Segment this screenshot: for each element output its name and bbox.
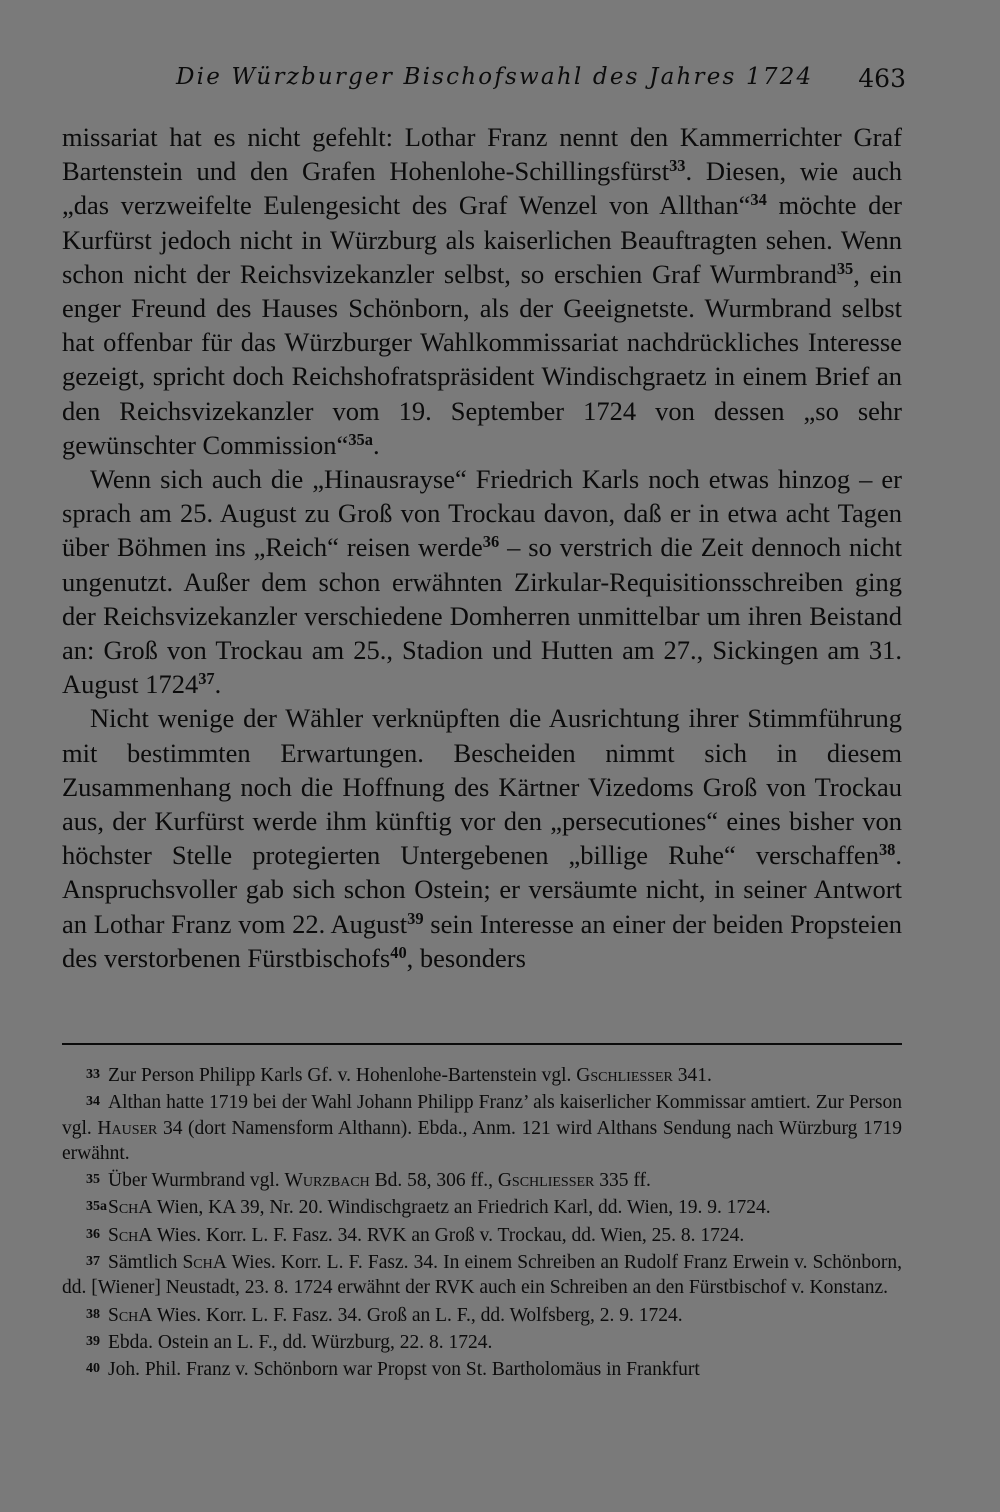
footnote-text: 341. xyxy=(672,1065,712,1086)
footnote-number: 38 xyxy=(86,1306,100,1322)
author-name: Hauser xyxy=(97,1117,158,1139)
paragraph-1 xyxy=(62,120,902,462)
footnote-ref: 39 xyxy=(407,908,424,928)
footnote-text: Bd. 58, 306 ff., xyxy=(369,1170,498,1192)
footnote xyxy=(62,1089,902,1166)
paragraph-text: missariat hat es nicht gefehlt: Lothar Franz nennt den Kammerrichter Graf Bartenstein und den Grafen Hohenlohe-Schillingsfürst xyxy=(62,122,902,187)
page-number: 463 xyxy=(858,64,906,93)
footnote xyxy=(62,1249,902,1301)
author-name: SchA xyxy=(108,1304,153,1326)
footnote-number: 39 xyxy=(86,1333,100,1349)
footnote-number: 35a xyxy=(86,1199,107,1215)
paragraph-text: . Anspruchsvoller gab sich schon Ostein; er versäumte nicht, in seiner Antwort an Lothar Franz vom 22. August xyxy=(62,840,902,939)
author-name: SchA xyxy=(182,1252,227,1274)
body-text xyxy=(62,120,902,975)
footnote-ref: 35a xyxy=(348,429,373,449)
paragraph-text: , besonders xyxy=(406,942,526,973)
running-title: Die Würzburger Bischofswahl des Jahres 1724 xyxy=(176,64,814,90)
paragraph-text: . xyxy=(214,669,222,700)
footnote xyxy=(62,1194,902,1220)
footnote-number: 34 xyxy=(86,1094,100,1110)
paragraph-text: – so verstrich die Zeit dennoch nicht ungenutzt. Außer dem schon erwähnten Zirkular-Requisitionsschreiben ging der Reichsvizekanzler verschiedene Domherren unmittelbar um ihren Beistand an: Groß von Trockau am 25., Stadion und Hutten am 27., Sickingen am 31. August 1724 xyxy=(62,532,902,700)
footnote xyxy=(62,1302,902,1328)
footnote-text: Ebda. Ostein an L. F., dd. Würzburg, 22. 8. 1724. xyxy=(108,1331,493,1353)
footnotes xyxy=(62,1062,902,1384)
footnote-text: 335 ff. xyxy=(594,1170,651,1192)
footnote-ref: 36 xyxy=(482,532,500,552)
footnote-ref: 34 xyxy=(750,190,767,210)
author-name: SchA xyxy=(108,1224,153,1246)
footnote-separator xyxy=(62,1043,902,1045)
page-header xyxy=(176,62,906,98)
paragraph-2 xyxy=(62,462,902,701)
footnote-number: 40 xyxy=(86,1361,100,1377)
footnote-text: Wies. Korr. L. F. Fasz. 34. RVK an Groß v. Trockau, dd. Wien, 25. 8. 1724. xyxy=(152,1224,745,1246)
footnote-text: Althan hatte 1719 bei der Wahl Johann Philipp Franz’ als kaiserlicher Kommissar amtiert. Zur Person vgl. xyxy=(62,1092,902,1139)
author-name: Gschliesser xyxy=(576,1065,673,1086)
footnote-text: 34 (dort Namensform Althann). Ebda., Anm. 121 wird Althans Sendung nach Würzburg 1719 erwähnt. xyxy=(62,1117,903,1164)
footnote-number: 37 xyxy=(86,1254,100,1270)
footnote-ref: 37 xyxy=(198,669,215,689)
paragraph-text: Nicht wenige der Wähler verknüpften die Ausrichtung ihrer Stimmführung mit bestimmten Erwartungen. Bescheiden nimmt sich in diesem Zusammenhang noch die Hoffnung des Kärtner Vizedoms Groß von Trockau aus, der Kurfürst werde ihm künftig vor den „persecutiones“ eines bisher von höchster Stelle protegierten Untergebenen „billige Ruhe“ verschaffen xyxy=(62,703,902,871)
paragraph-3 xyxy=(62,701,902,975)
footnote-text: Zur Person Philipp Karls Gf. v. Hohenlohe-Bartenstein vgl. xyxy=(108,1065,577,1086)
footnote-text: Über Wurmbrand vgl. xyxy=(108,1170,285,1192)
paragraph-text: , ein enger Freund des Hauses Schönborn, als der Geeignetste. Wurmbrand selbst hat offenbar für das Würzburger Wahlkommissariat nachdrückliches Interesse gezeigt, spricht doch Reichshofratspräsident Windischgraetz in einem Brief an den Reichsvizekanzler vom 19. September 1724 von dessen „so sehr gewünschter Commission“ xyxy=(62,258,903,460)
paragraph-text: sein Interesse an einer der beiden Propsteien des verstorbenen Fürstbischofs xyxy=(62,908,902,973)
footnote xyxy=(62,1167,902,1193)
footnote-ref: 38 xyxy=(878,840,896,860)
footnote-text: Wien, KA 39, Nr. 20. Windischgraetz an Friedrich Karl, dd. Wien, 19. 9. 1724. xyxy=(152,1197,771,1219)
footnote-text: Joh. Phil. Franz v. Schönborn war Propst von St. Bartholomäus in Frankfurt xyxy=(108,1359,700,1381)
footnote-text: Sämtlich xyxy=(108,1252,183,1274)
footnote xyxy=(62,1222,902,1248)
footnote-ref: 33 xyxy=(669,156,686,176)
author-name: Gschliesser xyxy=(497,1170,595,1192)
footnote-number: 36 xyxy=(86,1226,100,1242)
footnote xyxy=(62,1356,902,1382)
footnote xyxy=(62,1329,902,1355)
footnote-ref: 40 xyxy=(390,942,407,962)
paragraph-text: Wenn sich auch die „Hinausrayse“ Friedrich Karls noch etwas hinzog – er sprach am 25. August zu Groß von Trockau davon, daß er in etwa acht Tagen über Böhmen ins „Reich“ reisen werde xyxy=(62,464,902,563)
paragraph-text: . Diesen, wie auch „das verzweifelte Eulengesicht des Graf Wenzel von Allthan“ xyxy=(62,156,902,221)
footnote-ref: 35 xyxy=(836,258,854,278)
author-name: Wurzbach xyxy=(284,1170,370,1192)
footnote xyxy=(62,1062,902,1088)
author-name: SchA xyxy=(108,1197,153,1219)
paragraph-text: möchte der Kurfürst jedoch nicht in Würzburg als kaiserlichen Beauftragten sehen. Wenn schon nicht der Reichsvizekanzler selbst, so erschien Graf Wurmbrand xyxy=(62,190,902,289)
footnote-text: Wies. Korr. L. F. Fasz. 34. Groß an L. F., dd. Wolfsberg, 2. 9. 1724. xyxy=(152,1304,683,1326)
paragraph-text: . xyxy=(372,429,380,460)
footnote-number: 33 xyxy=(86,1067,100,1082)
footnote-text: Wies. Korr. L. F. Fasz. 34. In einem Schreiben an Rudolf Franz Erwein v. Schönborn, dd. [Wiener] Neustadt, 23. 8. 1724 erwähnt der RVK auch ein Schreiben an den Fürstbischof v. Konstanz. xyxy=(62,1252,902,1299)
footnote-number: 35 xyxy=(86,1172,100,1188)
